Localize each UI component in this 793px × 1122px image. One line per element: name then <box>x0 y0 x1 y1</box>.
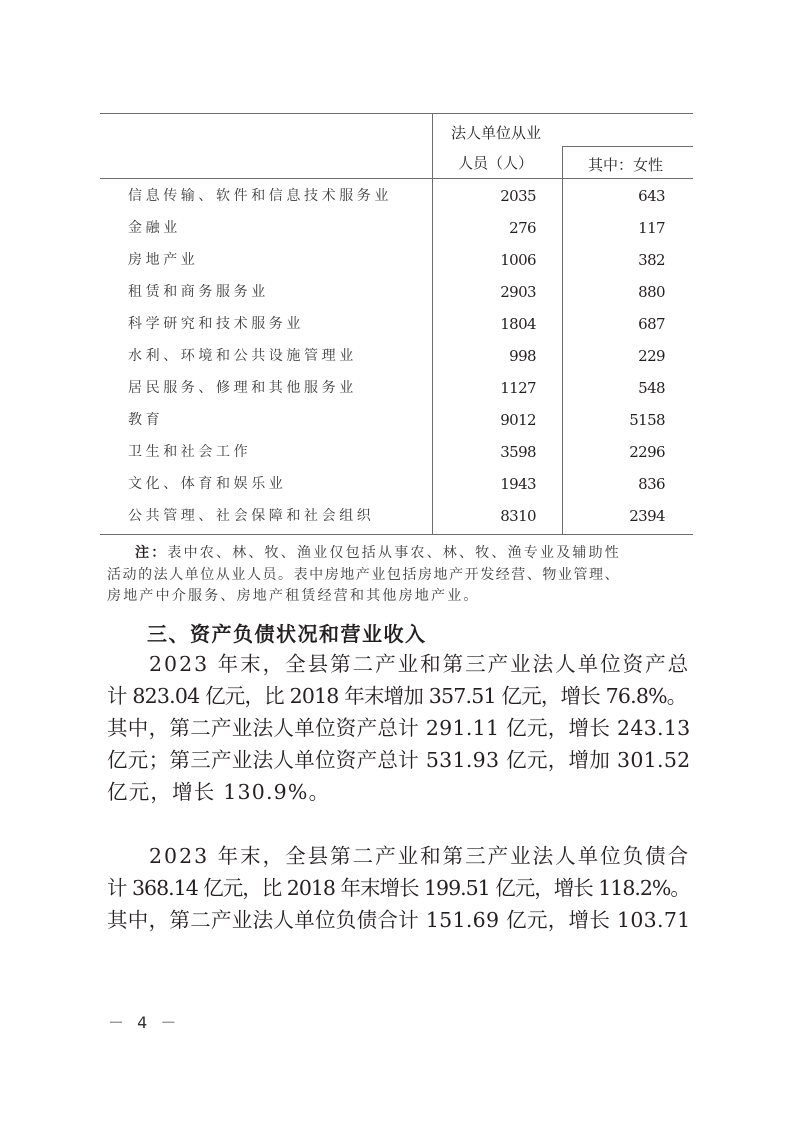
employee-count: 8310 <box>500 507 536 525</box>
employee-count: 998 <box>509 347 536 365</box>
female-count: 117 <box>638 219 665 237</box>
header-total-line2: 人员（人） <box>458 154 534 172</box>
female-count: 836 <box>638 475 665 493</box>
table-row <box>100 436 693 468</box>
industry-name: 公共管理、社会保障和社会组织 <box>128 508 375 524</box>
note-line-2: 活动的法人单位从业人员。表中房地产业包括房地产开发经营、物业管理、 <box>107 566 621 583</box>
paragraph-line: 2023 年末，全县第二产业和第三产业法人单位资产总 <box>149 652 691 676</box>
industry-name: 租赁和商务服务业 <box>128 284 269 300</box>
industry-name: 水利、环境和公共设施管理业 <box>128 348 357 364</box>
employee-count: 1006 <box>500 251 536 269</box>
employee-count: 2903 <box>500 283 536 301</box>
table-row <box>100 276 693 308</box>
industry-name: 房地产业 <box>128 252 199 268</box>
table-top-border <box>100 113 693 114</box>
employee-count: 9012 <box>500 411 536 429</box>
table-note <box>107 543 693 608</box>
female-count: 548 <box>638 379 665 397</box>
paragraph-line: 计 823.04 亿元，比 2018 年末增加 357.51 亿元，增长 76.8%。 <box>107 684 687 708</box>
paragraph-line: 2023 年末，全县第二产业和第三产业法人单位负债合 <box>149 844 691 868</box>
paragraph-assets <box>107 648 693 808</box>
industry-name: 科学研究和技术服务业 <box>128 316 304 332</box>
industry-name: 金融业 <box>128 220 181 236</box>
paragraph-line: 亿元，增长 130.9%。 <box>107 780 331 804</box>
table-row <box>100 372 693 404</box>
industry-name: 教育 <box>128 412 164 428</box>
table-row <box>100 308 693 340</box>
female-count: 2296 <box>629 443 665 461</box>
note-line-3: 房地产中介服务、房地产租赁经营和其他房地产业。 <box>107 588 480 604</box>
table-row <box>100 500 693 532</box>
table-row <box>100 180 693 212</box>
note-label: 注： <box>135 545 168 561</box>
employee-count: 2035 <box>500 187 536 205</box>
page-number: － 4 － <box>108 1013 181 1032</box>
paragraph-line: 其中，第二产业法人单位负债合计 151.69 亿元，增长 103.71 <box>107 908 691 932</box>
table-row <box>100 468 693 500</box>
note-line-1: 表中农、林、牧、渔业仅包括从事农、林、牧、渔专业及辅助性 <box>167 545 622 561</box>
table-bottom-border <box>100 534 693 535</box>
female-count: 880 <box>638 283 665 301</box>
table-row <box>100 244 693 276</box>
industry-name: 卫生和社会工作 <box>128 444 252 460</box>
table-row <box>100 212 693 244</box>
employee-count: 1804 <box>500 315 536 333</box>
header-total-line1: 法人单位从业 <box>451 124 542 142</box>
paragraph-liabilities <box>107 840 693 936</box>
paragraph-line: 其中，第二产业法人单位资产总计 291.11 亿元，增长 243.13 <box>107 716 691 740</box>
female-count: 229 <box>638 347 665 365</box>
table-row <box>100 340 693 372</box>
female-count: 5158 <box>629 411 665 429</box>
section-heading: 三、资产负债状况和营业收入 <box>147 622 427 646</box>
header-female: 其中：女性 <box>588 156 664 174</box>
employee-count: 276 <box>509 219 536 237</box>
industry-name: 文化、体育和娱乐业 <box>128 476 287 492</box>
female-count: 643 <box>638 187 665 205</box>
employment-table <box>100 113 693 534</box>
employee-count: 1943 <box>500 475 536 493</box>
industry-name: 信息传输、软件和信息技术服务业 <box>128 188 392 204</box>
industry-name: 居民服务、修理和其他服务业 <box>128 380 357 396</box>
header-inner-divider <box>562 146 693 147</box>
female-count: 2394 <box>629 507 665 525</box>
female-count: 687 <box>638 315 665 333</box>
paragraph-line: 计 368.14 亿元，比 2018 年末增长 199.51 亿元，增长 118.2%。 <box>107 876 690 900</box>
header-bottom-border <box>100 178 693 179</box>
paragraph-line: 亿元；第三产业法人单位资产总计 531.93 亿元，增加 301.52 <box>107 748 691 772</box>
employee-count: 1127 <box>500 379 536 397</box>
table-row <box>100 404 693 436</box>
female-count: 382 <box>638 251 665 269</box>
employee-count: 3598 <box>500 443 536 461</box>
